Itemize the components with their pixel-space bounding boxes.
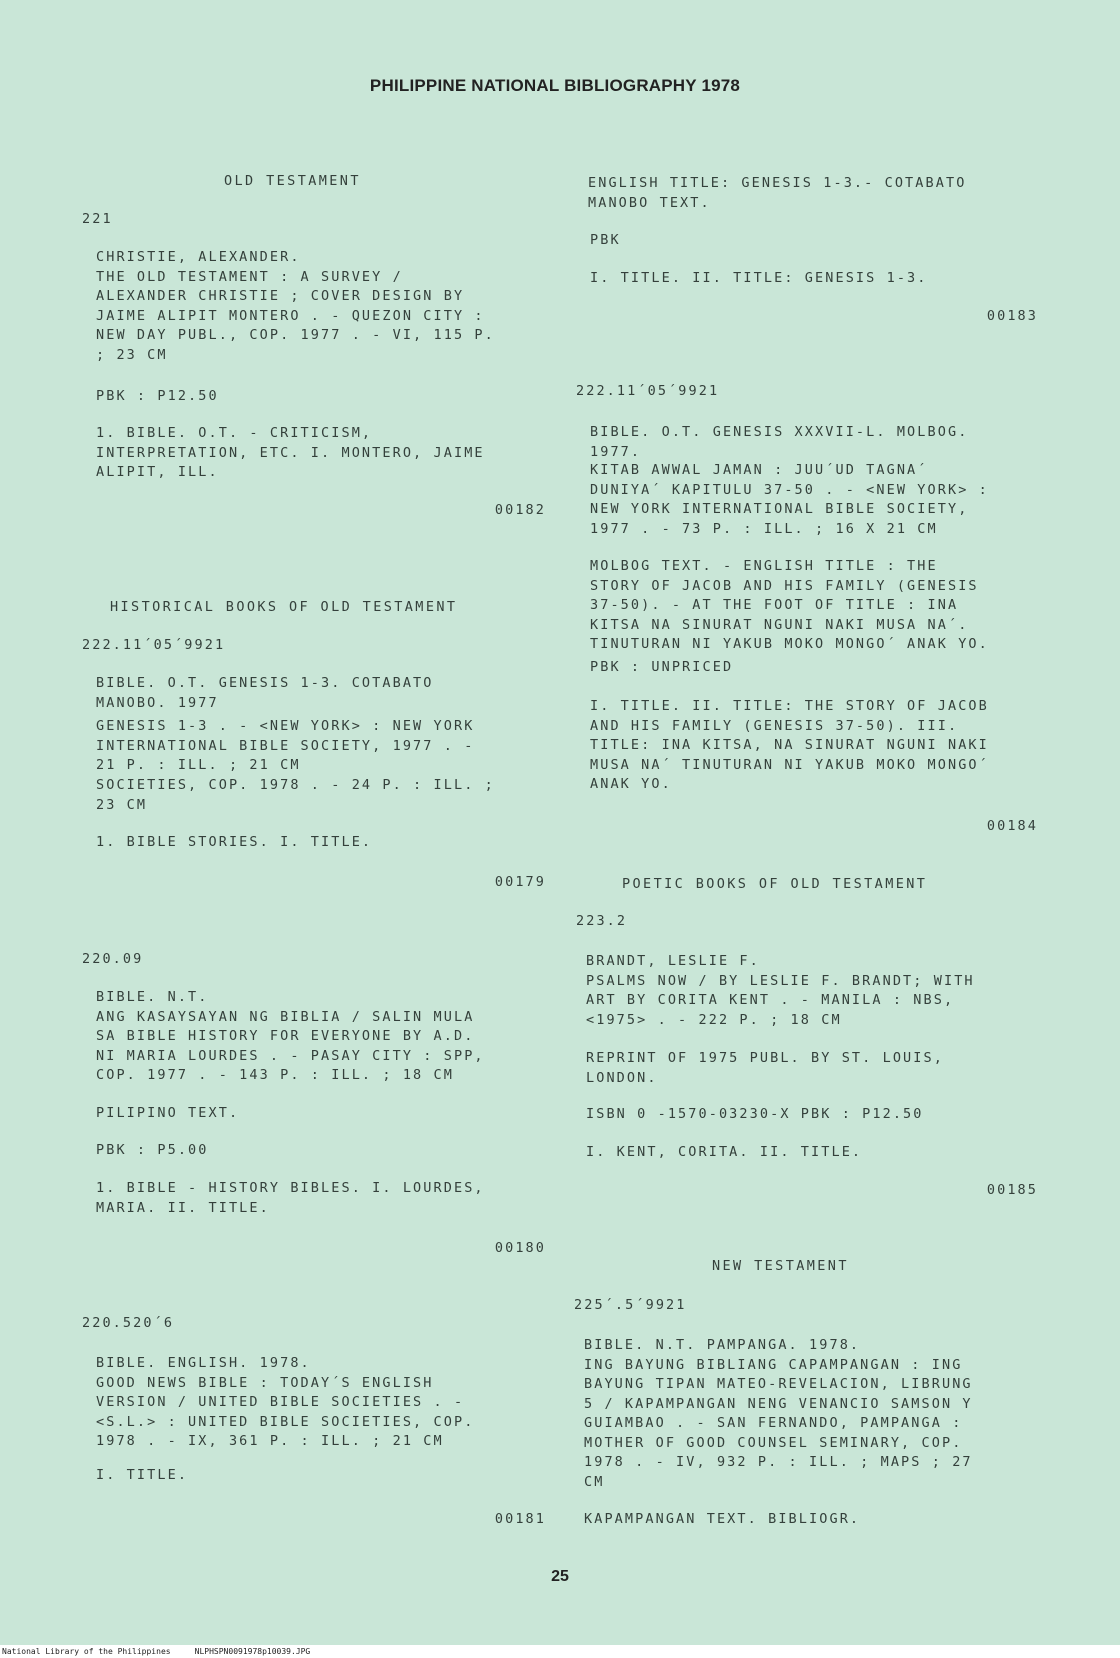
section-heading-old-testament: OLD TESTAMENT bbox=[224, 173, 361, 189]
class-number: 221 bbox=[82, 211, 113, 227]
section-heading-historical-books: HISTORICAL BOOKS OF OLD TESTAMENT bbox=[110, 599, 458, 615]
entry-number: 00180 bbox=[494, 1240, 546, 1256]
entry-number: 00181 bbox=[494, 1511, 546, 1527]
entry-description: KITAB AWWAL JAMAN : JUU´UD TAGNA´ DUNIYA´ KAPITULU 37-50 . - <NEW YORK> : NEW YORK INTERNATIONAL BIBLE SOCIETY, 1977 . - 73 P. : ILL. ; 16 X 21 CM bbox=[590, 462, 989, 537]
entry-subjects: I. TITLE. II. TITLE: GENESIS 1-3. bbox=[590, 270, 928, 286]
entry-subjects: 1. BIBLE STORIES. I. TITLE. bbox=[96, 834, 373, 850]
page-title: PHILIPPINE NATIONAL BIBLIOGRAPHY 1978 bbox=[369, 76, 741, 95]
entry-price: PBK : P5.00 bbox=[96, 1142, 209, 1158]
entry-description: BRANDT, LESLIE F. PSALMS NOW / BY LESLIE F. BRANDT; WITH ART BY CORITA KENT . - MANILA : NBS, <1975> . - 222 P. ; 18 CM bbox=[586, 953, 975, 1028]
entry-description: BIBLE. N.T. ANG KASAYSAYAN NG BIBLIA / SALIN MULA SA BIBLE HISTORY FOR EVERYONE BY A.D. NI MARIA LOURDES . - PASAY CITY : SPP, COP. 1977 . - 143 P. : ILL. ; 18 CM bbox=[96, 989, 485, 1083]
entry-description: BIBLE. O.T. GENESIS XXXVII-L. MOLBOG. 1977. bbox=[590, 424, 969, 460]
entry-description: BIBLE. O.T. GENESIS 1-3. COTABATO MANOBO. 1977 bbox=[96, 675, 434, 711]
entry-description: BIBLE. ENGLISH. 1978. GOOD NEWS BIBLE : TODAY´S ENGLISH VERSION / UNITED BIBLE SOCIETIES . - <S.L.> : UNITED BIBLE SOCIETIES, COP. 1978 . - IX, 361 P. : ILL. ; 21 CM bbox=[96, 1355, 475, 1449]
entry-subjects: I. KENT, CORITA. II. TITLE. bbox=[586, 1144, 863, 1160]
section-heading-poetic-books: POETIC BOOKS OF OLD TESTAMENT bbox=[622, 876, 928, 892]
entry-number: 00182 bbox=[494, 502, 546, 518]
entry-subjects: I. TITLE. II. TITLE: THE STORY OF JACOB AND HIS FAMILY (GENESIS 37-50). III. TITLE: INA KITSA, NA SINURAT NGUNI NAKI MUSA NA´ TINUTURAN NI YAKUB MOKO MONGO´ ANAK YO. bbox=[590, 698, 989, 792]
class-number: 223.2 bbox=[576, 913, 628, 929]
entry-price: ISBN 0 -1570-03230-X PBK : P12.50 bbox=[586, 1106, 924, 1122]
class-number: 222.11´05´9921 bbox=[576, 383, 720, 399]
entry-note: KAPAMPANGAN TEXT. BIBLIOGR. bbox=[584, 1511, 861, 1527]
entry-note: PILIPINO TEXT. bbox=[96, 1105, 240, 1121]
entry-price: PBK : P12.50 bbox=[96, 388, 219, 404]
entry-number: 00184 bbox=[986, 818, 1038, 834]
entry-subjects: I. TITLE. bbox=[96, 1467, 189, 1483]
entry-description: SOCIETIES, COP. 1978 . - 24 P. : ILL. ; 23 CM bbox=[96, 777, 495, 813]
entry-number: 00185 bbox=[986, 1182, 1038, 1198]
entry-description: ENGLISH TITLE: GENESIS 1-3.- COTABATO MANOBO TEXT. bbox=[588, 175, 967, 211]
entry-note: MOLBOG TEXT. - ENGLISH TITLE : THE STORY OF JACOB AND HIS FAMILY (GENESIS 37-50). - AT THE FOOT OF TITLE : INA KITSA NA SINURAT NGUNI NAKI MUSA NA´. TINUTURAN NI YAKUB MOKO MONGO´ ANAK YO. bbox=[590, 558, 989, 652]
entry-number: 00179 bbox=[494, 874, 546, 890]
scan-footer: National Library of the Philippines NLPHSPN0091978p10039.JPG bbox=[0, 1645, 1120, 1658]
class-number: 222.11´05´9921 bbox=[82, 637, 226, 653]
entry-price: PBK bbox=[590, 232, 621, 248]
entry-price: PBK : UNPRICED bbox=[590, 659, 734, 675]
section-heading-new-testament: NEW TESTAMENT bbox=[712, 1258, 849, 1274]
page-number: 25 bbox=[551, 1568, 569, 1585]
entry-description: GENESIS 1-3 . - <NEW YORK> : NEW YORK INTERNATIONAL BIBLE SOCIETY, 1977 . - 21 P. : ILL. ; 21 CM bbox=[96, 718, 475, 773]
entry-note: REPRINT OF 1975 PUBL. BY ST. LOUIS, LONDON. bbox=[586, 1050, 944, 1086]
entry-description: CHRISTIE, ALEXANDER. THE OLD TESTAMENT : A SURVEY / ALEXANDER CHRISTIE ; COVER DESIGN BY JAIME ALIPIT MONTERO . - QUEZON CITY : NEW DAY PUBL., COP. 1977 . - VI, 115 P. ; 23 CM bbox=[96, 249, 495, 363]
entry-subjects: 1. BIBLE. O.T. - CRITICISM, INTERPRETATION, ETC. I. MONTERO, JAIME ALIPIT, ILL. bbox=[96, 425, 485, 480]
class-number: 220.520´6 bbox=[82, 1315, 175, 1331]
entry-description: BIBLE. N.T. PAMPANGA. 1978. ING BAYUNG BIBLIANG CAPAMPANGAN : ING BAYUNG TIPAN MATEO-REVELACION, LIBRUNG 5 / KAPAMPANGAN NENG VENANCIO SAMSON Y GUIAMBAO . - SAN FERNANDO, PAMPANGA : MOTHER OF GOOD COUNSEL SEMINARY, COP. 1978 . - IV, 932 P. : ILL. ; MAPS ; 27 CM bbox=[584, 1337, 973, 1490]
class-number: 225´.5´9921 bbox=[574, 1297, 687, 1313]
entry-number: 00183 bbox=[986, 308, 1038, 324]
class-number: 220.09 bbox=[82, 951, 144, 967]
entry-subjects: 1. BIBLE - HISTORY BIBLES. I. LOURDES, MARIA. II. TITLE. bbox=[96, 1180, 485, 1216]
